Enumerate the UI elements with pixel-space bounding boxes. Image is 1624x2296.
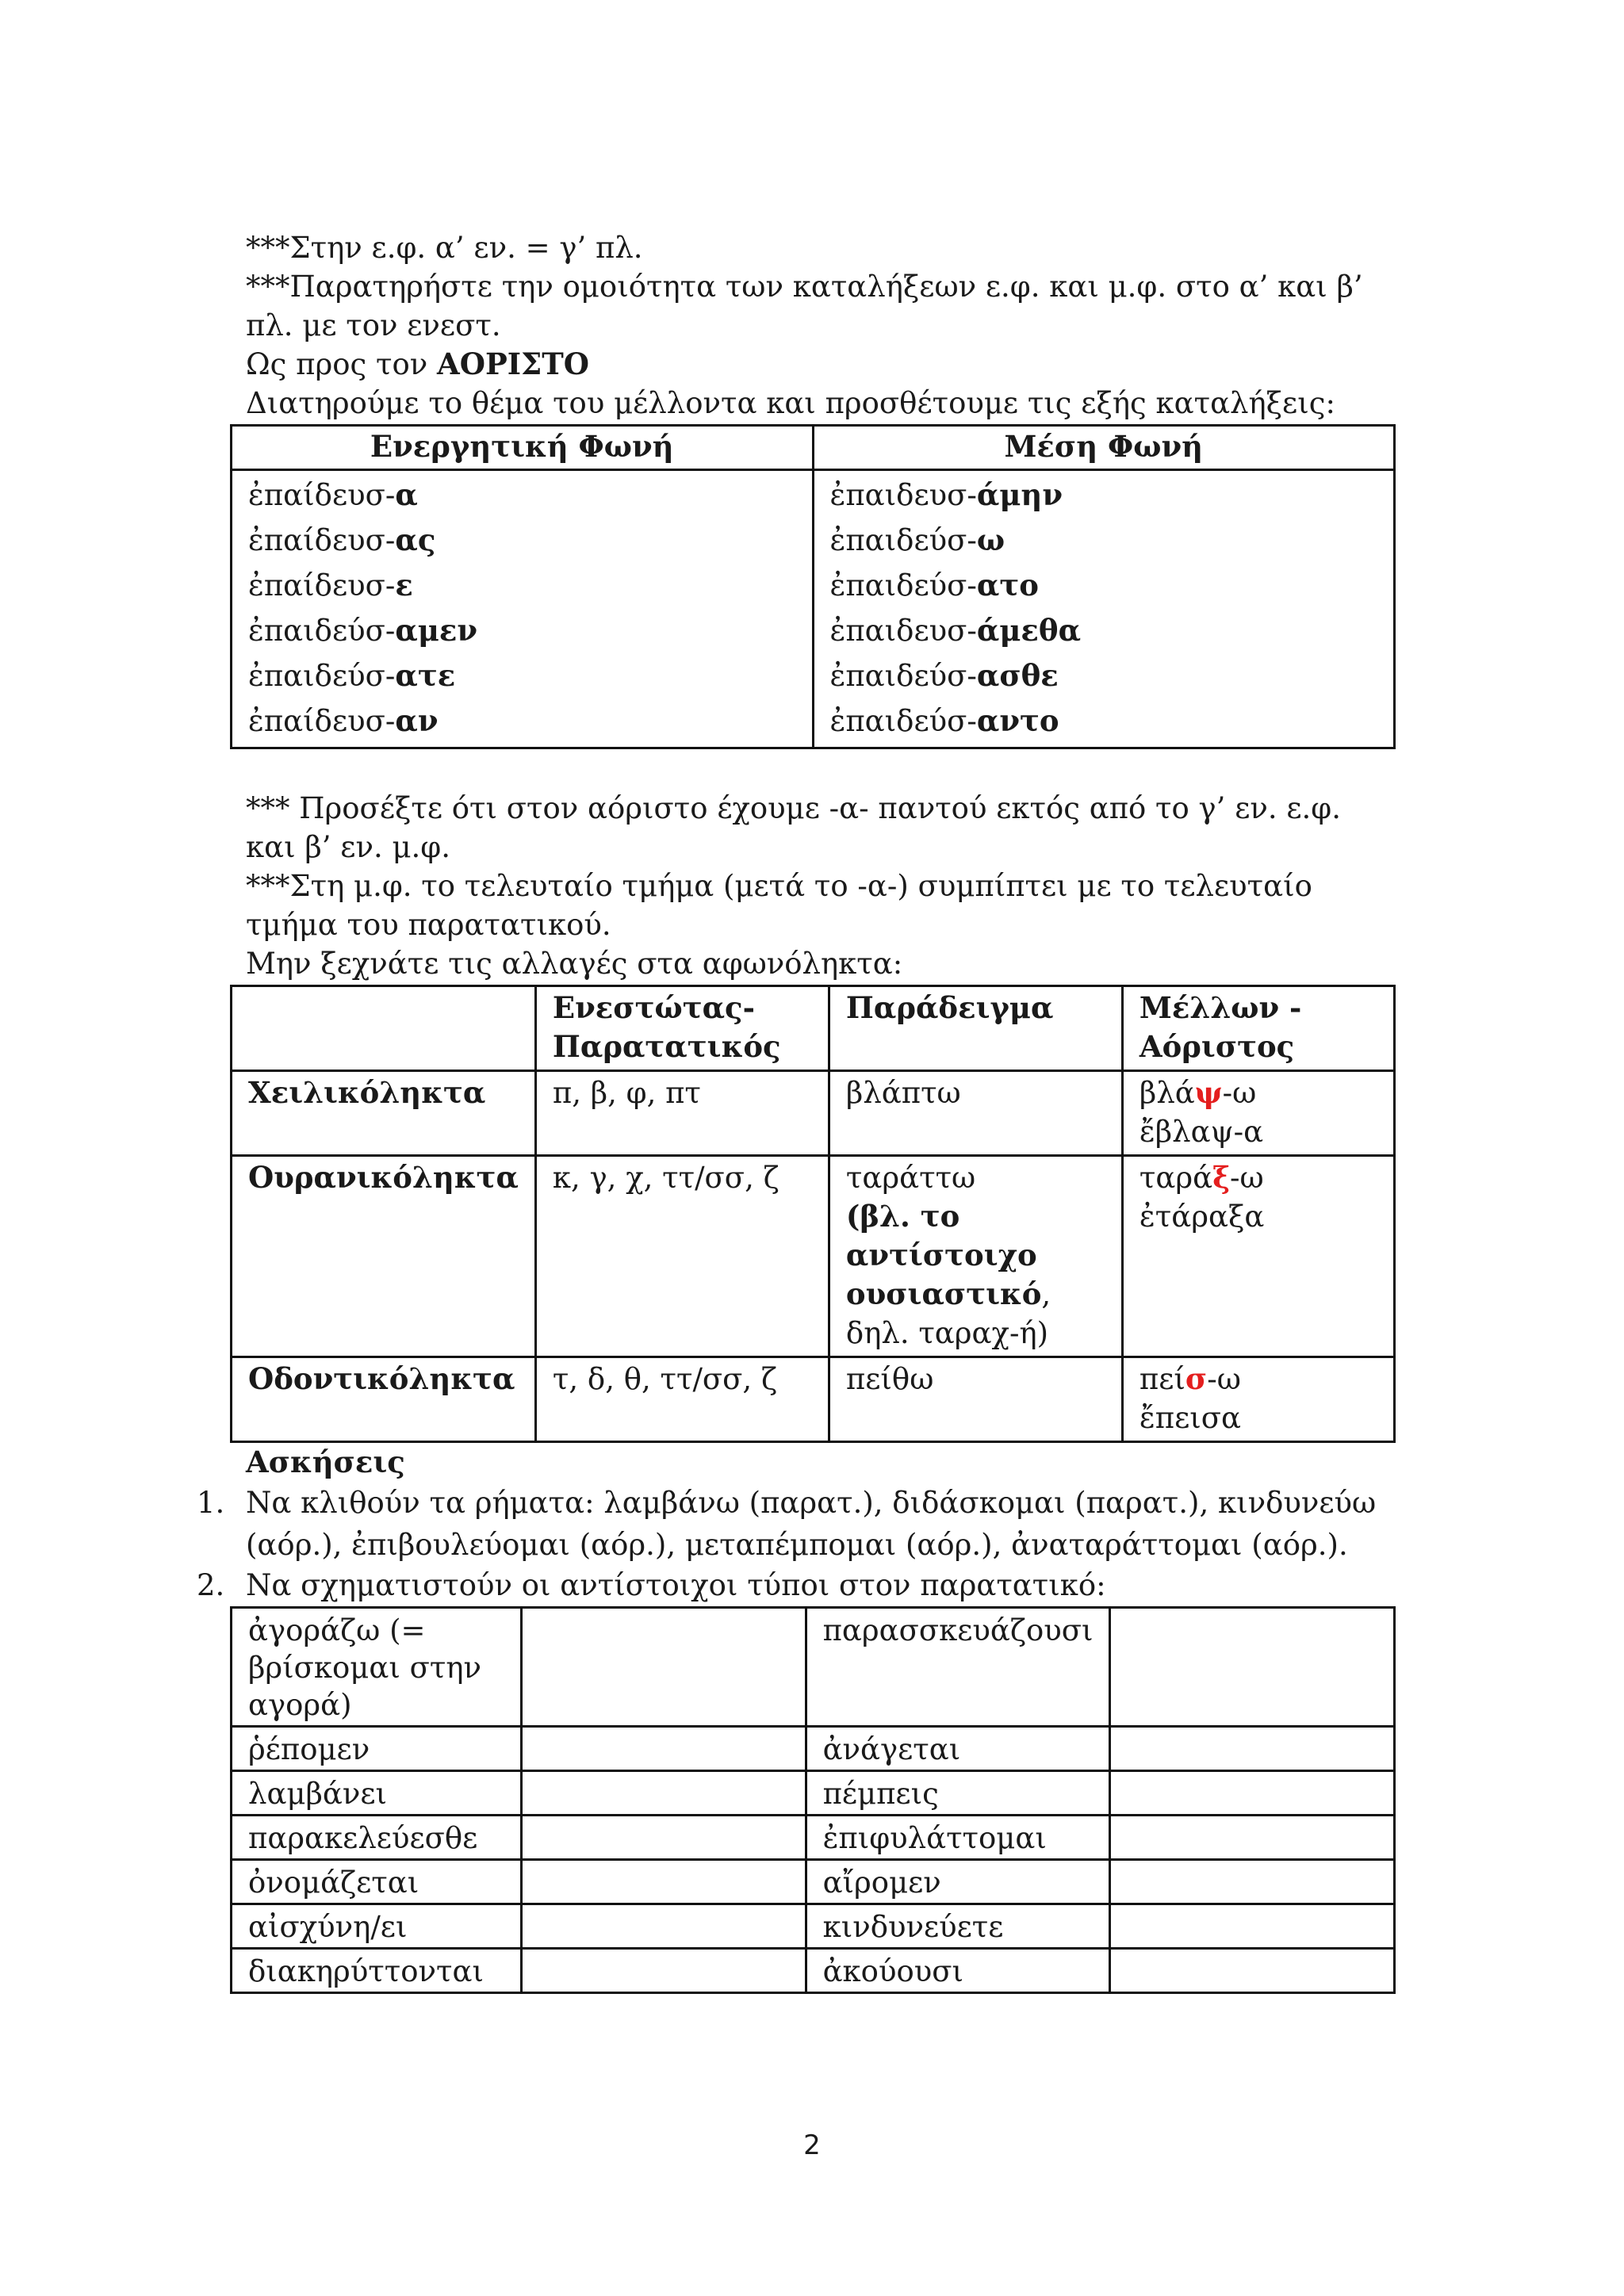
- aorist-word: ΑΟΡΙΣΤΟ: [437, 346, 589, 381]
- answer-cell: [1110, 1816, 1395, 1860]
- stem-class: Οδοντικόληκτα: [232, 1357, 536, 1442]
- table-row: [232, 1771, 1395, 1816]
- exercise-item: [197, 1566, 1396, 1605]
- answer-cell: [522, 1860, 806, 1904]
- answer-cell: [1110, 1608, 1395, 1727]
- header-example: Παράδειγμα: [829, 986, 1122, 1071]
- stem-letters: π, β, φ, πτ: [535, 1071, 829, 1156]
- verb-cell: αἴρομεν: [806, 1860, 1110, 1904]
- table-row: [232, 1949, 1395, 1993]
- note-line: ***Παρατηρήστε την ομοιότητα των καταλήξεων ε.φ. και μ.φ. στο α’ και β’ πλ. με τον ενεστ.: [246, 270, 1363, 342]
- table-row: [232, 470, 1395, 748]
- note-line: Μην ξεχνάτε τις αλλαγές στα αφωνόληκτα:: [246, 947, 903, 981]
- note-line: ***Στην ε.φ. α’ εν. = γ’ πλ.: [246, 231, 643, 265]
- stem-letters: κ, γ, χ, ττ/σσ, ζ: [535, 1156, 829, 1357]
- verb-cell: ἀνάγεται: [806, 1727, 1110, 1771]
- highlight-letter: σ: [1185, 1361, 1208, 1396]
- table-row: [232, 1608, 1395, 1727]
- answer-cell: [522, 1608, 806, 1727]
- middle-form: ἐπαιδευσ-άμην ἐπαιδεύσ-ω ἐπαιδεύσ-ατο ἐπαιδευσ-άμεθα ἐπαιδεύσ-ασθε ἐπαιδεύσ-αντο: [813, 470, 1395, 748]
- exercise-table: [230, 1606, 1396, 1994]
- verb-cell: ἀγοράζω (= βρίσκομαι στην αγορά): [232, 1608, 522, 1727]
- table-row: [232, 1727, 1395, 1771]
- highlight-letter: ψ: [1194, 1075, 1223, 1110]
- answer-cell: [522, 1949, 806, 1993]
- answer-cell: [522, 1727, 806, 1771]
- exercise-text: Να κλιθούν τα ρήματα: λαμβάνω (παρατ.), διδάσκομαι (παρατ.), κινδυνεύω (αόρ.), ἐπιβουλεύομαι (αόρ.), μεταπέμπομαι (αόρ.), ἀναταράττομαι (αόρ.).: [246, 1486, 1377, 1562]
- verb-cell: λαμβάνει: [232, 1771, 522, 1816]
- aorist-endings-table: [230, 424, 1396, 749]
- aorist-description: Διατηρούμε το θέμα του μέλλοντα και προσθέτουμε τις εξής καταλήξεις:: [246, 386, 1335, 420]
- verb-cell: κινδυνεύετε: [806, 1904, 1110, 1949]
- exercise-number: 1.: [197, 1486, 225, 1520]
- verb-cell: ἐπιφυλάττομαι: [806, 1816, 1110, 1860]
- table-row: [232, 1156, 1395, 1357]
- exercise-text: Να σχηματιστούν οι αντίστοιχοι τύποι στον παρατατικό:: [246, 1568, 1106, 1602]
- table-header-row: [232, 426, 1395, 470]
- future-aorist-forms: ταράξ-ω ἐτάραξα: [1122, 1156, 1394, 1357]
- header-future-aorist: Μέλλων - Αόριστος: [1122, 986, 1394, 1071]
- exercise-item: [197, 1482, 1396, 1566]
- note-line: *** Προσέξτε ότι στον αόριστο έχουμε -α- παντού εκτός από το γ’ εν. ε.φ. και β’ εν. μ.φ.: [246, 791, 1341, 864]
- table-row: [232, 1860, 1395, 1904]
- stem-class: Χειλικόληκτα: [232, 1071, 536, 1156]
- verb-cell: ὀνομάζεται: [232, 1860, 522, 1904]
- table-row: [232, 1071, 1395, 1156]
- example-verb: βλάπτω: [829, 1071, 1122, 1156]
- header-active-voice: Ενεργητική Φωνή: [232, 426, 814, 470]
- header-present: Ενεστώτας-Παρατατικός: [535, 986, 829, 1071]
- table-header-row: [232, 986, 1395, 1071]
- note-line: ***Στη μ.φ. το τελευταίο τμήμα (μετά το -α-) συμπίπτει με το τελευταίο τμήμα του παρατατικού.: [246, 869, 1312, 942]
- header-empty: [232, 986, 536, 1071]
- verb-cell: παρασσκευάζουσι: [806, 1608, 1110, 1727]
- active-form: ἐπαίδευσ-α ἐπαίδευσ-ας ἐπαίδευσ-ε ἐπαιδεύσ-αμεν ἐπαιδεύσ-ατε ἐπαίδευσ-αν: [232, 470, 814, 748]
- example-verb: πείθω: [829, 1357, 1122, 1442]
- table-row: [232, 1357, 1395, 1442]
- header-middle-voice: Μέση Φωνή: [813, 426, 1395, 470]
- answer-cell: [1110, 1949, 1395, 1993]
- answer-cell: [522, 1816, 806, 1860]
- verb-cell: ἀκούουσι: [806, 1949, 1110, 1993]
- answer-cell: [1110, 1904, 1395, 1949]
- verb-cell: αἰσχύνη/ει: [232, 1904, 522, 1949]
- table-row: [232, 1816, 1395, 1860]
- verb-cell: παρακελεύεσθε: [232, 1816, 522, 1860]
- answer-cell: [1110, 1860, 1395, 1904]
- exercise-list: [197, 1482, 1396, 1605]
- exercises-heading: Ασκήσεις: [246, 1445, 405, 1479]
- future-aorist-forms: βλάψ-ω ἔβλαψ-α: [1122, 1071, 1394, 1156]
- verb-cell: πέμπεις: [806, 1771, 1110, 1816]
- future-aorist-forms: πείσ-ω ἔπεισα: [1122, 1357, 1394, 1442]
- verb-cell: ῥέπομεν: [232, 1727, 522, 1771]
- aorist-heading: [246, 345, 1396, 384]
- answer-cell: [522, 1904, 806, 1949]
- answer-cell: [1110, 1771, 1395, 1816]
- answer-cell: [522, 1771, 806, 1816]
- page-number: 2: [803, 2130, 821, 2161]
- example-verb: ταράττω (βλ. το αντίστοιχο ουσιαστικό, δηλ. ταραχ-ή): [829, 1156, 1122, 1357]
- stem-class: Ουρανικόληκτα: [232, 1156, 536, 1357]
- table-row: [232, 1904, 1395, 1949]
- stem-letters: τ, δ, θ, ττ/σσ, ζ: [535, 1357, 829, 1442]
- exercise-number: 2.: [197, 1568, 225, 1602]
- verb-cell: διακηρύττονται: [232, 1949, 522, 1993]
- page-content: [197, 228, 1396, 1994]
- aorist-intro: Ως προς τον: [246, 347, 437, 381]
- highlight-letter: ξ: [1212, 1160, 1231, 1195]
- consonant-stems-table: [230, 985, 1396, 1443]
- answer-cell: [1110, 1727, 1395, 1771]
